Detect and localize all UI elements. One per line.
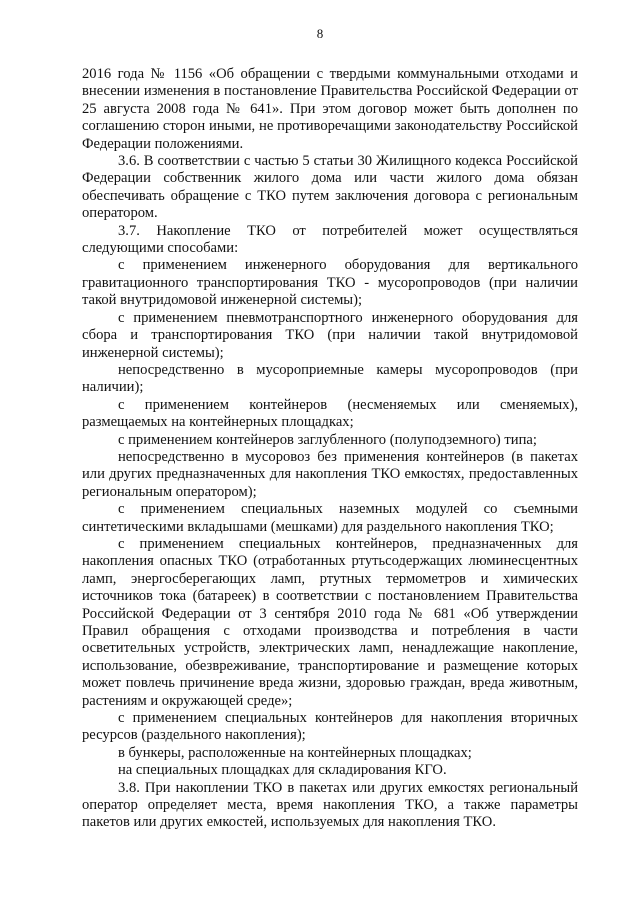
paragraph-order-reference-continuation: 2016 года № 1156 «Об обращении с твердыми коммунальными отходами и внесении изменения в постановление Правительства Российской Федерации от 25 августа 2008 года № 641». При этом договор может быть дополнен по соглашению сторон иными, не противоречащими законодательству Российской Федерации положениями. [82, 66, 578, 152]
list-item-garbage-truck: непосредственно в мусоровоз без применения контейнеров (в пакетах или других предназначенных для накопления ТКО емкостях, предоставленных региональным оператором); [82, 448, 578, 500]
list-item-hazardous-waste-containers: с применением специальных контейнеров, предназначенных для накопления опасных ТКО (отработанных ртутьсодержащих люминесцентных ламп, энергосберегающих ламп, ртутных термометров и химических источников тока (батареек) в соответствии с постановлением Правительства Российской Федерации от 3 сентября 2010 года № 681 «Об утверждении Правил обращения с отходами производства и потребления в части осветительных устройств, электрических ламп, ненадлежащие накопление, использование, обезвреживание, транспортирование и размещение которых может повлечь причинение вреда жизни, здоровью граждан, вреда животным, растениям и окружающей среде»; [82, 535, 578, 709]
list-item-ground-modules: с применением специальных наземных модулей со съемными синтетическими вкладышами (мешками) для раздельного накопления ТКО; [82, 501, 578, 535]
list-item-pneumatic: с применением пневмотранспортного инженерного оборудования для сбора и транспортирования ТКО (при наличии такой внутридомовой инженерной системы); [82, 309, 578, 361]
list-item-secondary-resources: с применением специальных контейнеров для накопления вторичных ресурсов (раздельного накопления); [82, 710, 578, 744]
list-item-bulky-waste-sites: на специальных площадках для складирования КГО. [118, 762, 447, 779]
list-item-containers: с применением контейнеров (несменяемых или сменяемых), размещаемых на контейнерных площадках; [82, 396, 578, 431]
paragraph-3-6: 3.6. В соответствии с частью 5 статьи 30 Жилищного кодекса Российской Федерации собственник жилого дома или части жилого дома обязан обеспечивать обращение с ТКО путем заключения договора с региональным оператором. [82, 153, 578, 222]
paragraph-3-8: 3.8. При накоплении ТКО в пакетах или других емкостях региональный оператор определяет места, время накопления ТКО, а также параметры пакетов или других емкостей, используемых для накопления ТКО. [82, 779, 578, 831]
list-item-garbage-chute: с применением инженерного оборудования для вертикального гравитационного транспортирования ТКО - мусоропроводов (при наличии такой внутридомовой инженерной системы); [82, 257, 578, 309]
list-item-bunkers: в бункеры, расположенные на контейнерных площадках; [118, 744, 472, 761]
paragraph-3-7: 3.7. Накопление ТКО от потребителей может осуществляться следующими способами: [82, 222, 578, 257]
list-item-underground-containers: с применением контейнеров заглубленного (полуподземного) типа; [118, 431, 537, 448]
document-body [82, 66, 578, 832]
list-item-receiving-chambers: непосредственно в мусороприемные камеры мусоропроводов (при наличии); [82, 361, 578, 396]
page-number: 8 [316, 26, 324, 41]
